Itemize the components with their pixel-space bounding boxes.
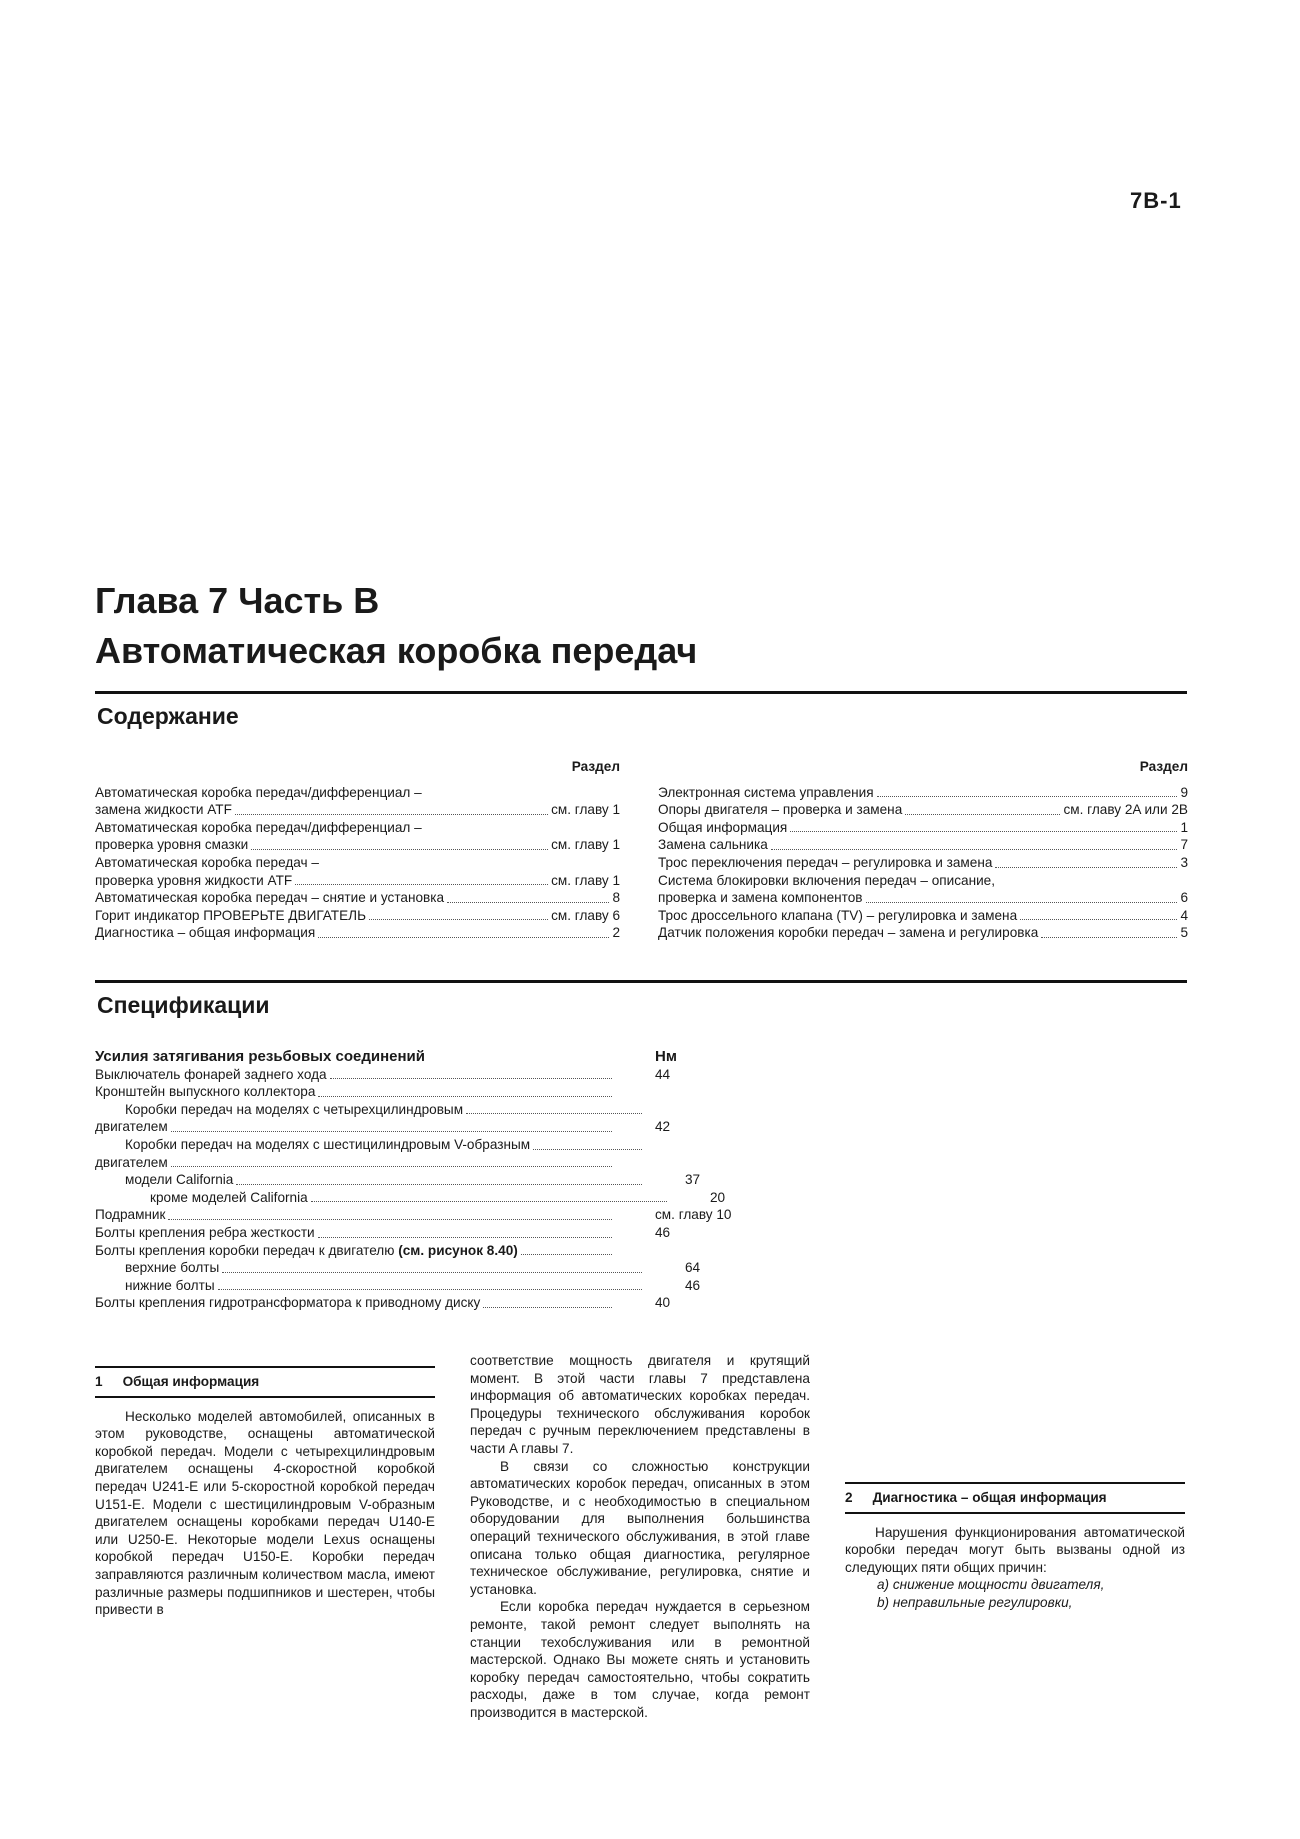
specs-heading: Спецификации [97, 992, 270, 1018]
spec-row [95, 1083, 755, 1101]
toc-entry-text: Замена сальника [658, 837, 768, 853]
toc-entry[interactable] [95, 889, 620, 907]
spec-label: Кронштейн выпускного коллектора [95, 1084, 316, 1100]
spec-row [95, 1259, 755, 1277]
section-2-heading [845, 1482, 1185, 1514]
spec-row [95, 1242, 755, 1260]
toc-entry[interactable] [658, 872, 1188, 907]
toc-entry-page: 1 [1180, 819, 1188, 835]
spec-label: нижние болты [125, 1277, 215, 1293]
toc-entry-text: проверка и замена компонентов [658, 890, 863, 906]
contents-heading: Содержание [97, 703, 239, 729]
body-column-1 [95, 1366, 435, 1619]
section-1-paragraph-3: Если коробка передач нуждается в серьезном ремонте, такой ремонт следует выполнять на станции техобслуживания или в ремонтной мастерской. Однако Вы можете снять и установить коробку передач самостоятельно, чтобы сократить расходы, даже в том случае, когда ремонт производится в мастерской. [470, 1599, 810, 1720]
contents-left-column [95, 758, 620, 942]
toc-entry[interactable] [658, 836, 1188, 854]
toc-entry-cont: Автоматическая коробка передач/дифференциал – [95, 819, 422, 835]
contents-right-column [658, 758, 1188, 942]
toc-entry[interactable] [658, 784, 1188, 802]
spec-row [95, 1136, 755, 1154]
spec-label: Болты крепления коробки передач к двигателю [95, 1242, 395, 1258]
toc-entry-page: 5 [1180, 925, 1188, 941]
specs-table-title: Усилия затягивания резьбовых соединений [95, 1048, 425, 1065]
contents-rule [95, 691, 1187, 694]
specs-table-header [95, 1048, 755, 1066]
toc-entry-page: см. главу 2A или 2B [1063, 802, 1188, 818]
specs-rule [95, 980, 1187, 983]
spec-label: двигателем [95, 1154, 168, 1170]
spec-row [95, 1206, 755, 1224]
spec-label: модели California [125, 1172, 234, 1188]
toc-entry[interactable] [658, 819, 1188, 837]
toc-entry-text: замена жидкости ATF [95, 802, 232, 818]
spec-row [95, 1154, 755, 1172]
section-1-number: 1 [95, 1374, 103, 1389]
section-2-list-item: b) неправильные регулировки, [877, 1594, 1073, 1610]
section-2-number: 2 [845, 1490, 853, 1505]
contents-left-column-header: Раздел [571, 759, 620, 774]
spec-label: Болты крепления гидротрансформатора к приводному диску [95, 1295, 481, 1311]
toc-entry-page: 3 [1180, 854, 1188, 870]
specs-unit: Нм [655, 1048, 677, 1065]
spec-value: 20 [710, 1189, 726, 1205]
toc-entry-page: 2 [612, 925, 620, 941]
toc-entry-text: проверка уровня жидкости ATF [95, 872, 293, 888]
toc-entry-cont: Автоматическая коробка передач – [95, 854, 319, 870]
toc-entry-text: Электронная система управления [658, 784, 874, 800]
spec-value: 64 [685, 1260, 701, 1276]
toc-entry[interactable] [95, 924, 620, 942]
contents-right-column-header: Раздел [1139, 759, 1188, 774]
spec-label: Коробки передач на моделях с шестицилиндровым V-образным [125, 1136, 531, 1152]
chapter-title [95, 576, 697, 676]
spec-value: 44 [655, 1066, 671, 1082]
toc-entry-text: проверка уровня смазки [95, 837, 249, 853]
section-1-title: Общая информация [122, 1374, 260, 1389]
toc-entry[interactable] [95, 819, 620, 854]
section-2-paragraph-1: Нарушения функционирования автоматической коробки передач могут быть вызваны одной из следующих пяти общих причин: [845, 1524, 1185, 1575]
toc-entry-text: Трос переключения передач – регулировка и замена [658, 854, 993, 870]
toc-entry-text: Датчик положения коробки передач – замена и регулировка [658, 925, 1039, 941]
toc-entry-page: см. главу 1 [551, 802, 620, 818]
section-1-paragraph-2: В связи со сложностью конструкции автоматических коробок передач, описанных в этом Руководстве, и с необходимостью в специальном оборудовании для выполнения большинства операций технического обслуживания, в этой главе описана только общая диагностика, регулярное техническое обслуживание, регулировка, снятие и установка. [470, 1458, 810, 1597]
toc-entry-cont: Система блокировки включения передач – описание, [658, 872, 996, 888]
toc-entry-text: Диагностика – общая информация [95, 925, 316, 941]
spec-row [95, 1118, 755, 1136]
toc-entry-page: 6 [1180, 890, 1188, 906]
spec-row [95, 1101, 755, 1119]
toc-entry[interactable] [658, 924, 1188, 942]
spec-value: 42 [655, 1119, 671, 1135]
toc-entry[interactable] [95, 907, 620, 925]
toc-entry-text: Опоры двигателя – проверка и замена [658, 802, 903, 818]
spec-row [95, 1277, 755, 1295]
toc-entry-cont: Автоматическая коробка передач/дифференциал – [95, 784, 422, 800]
specs-table [95, 1048, 755, 1312]
section-2-title: Диагностика – общая информация [872, 1490, 1107, 1505]
toc-entry[interactable] [95, 784, 620, 819]
spec-label: верхние болты [125, 1260, 220, 1276]
toc-entry[interactable] [95, 854, 620, 889]
chapter-title-line2: Автоматическая коробка передач [95, 630, 698, 671]
spec-value: 46 [655, 1224, 671, 1240]
body-column-2 [470, 1352, 810, 1721]
spec-value: 37 [685, 1172, 701, 1188]
toc-entry-page: см. главу 1 [551, 837, 620, 853]
chapter-title-line1: Глава 7 Часть B [95, 580, 380, 621]
toc-entry-text: Автоматическая коробка передач – снятие и установка [95, 890, 445, 906]
toc-entry-text: Трос дроссельного клапана (TV) – регулировка и замена [658, 907, 1018, 923]
toc-entry[interactable] [658, 907, 1188, 925]
spec-row [95, 1189, 755, 1207]
toc-entry-page: 8 [612, 890, 620, 906]
spec-value: 40 [655, 1295, 671, 1311]
spec-value: 46 [685, 1277, 701, 1293]
spec-value: см. главу 10 [655, 1207, 732, 1223]
spec-row [95, 1066, 755, 1084]
spec-label: Подрамник [95, 1207, 166, 1223]
toc-entry-page: см. главу 6 [551, 907, 620, 923]
spec-label: Выключатель фонарей заднего хода [95, 1066, 327, 1082]
toc-entry-page: 7 [1180, 837, 1188, 853]
spec-row [95, 1294, 755, 1312]
section-1-paragraph-1: Несколько моделей автомобилей, описанных в этом руководстве, оснащены автоматической коробкой передач. Модели с четырехцилиндровым двигателем оснащены 4-скоростной коробкой передач U241-E или 5-скоростной коробкой передач U151-E. Модели с шестицилиндровым V-образным двигателем оснащены коробками передач U140-E или U250-E. Некоторые модели Lexus оснащены коробкой передач U150-E. Коробки передач заправляются различным количеством масла, имеют различные размеры подшипников и шестерен, чтобы привести в [95, 1408, 435, 1618]
toc-entry-page: см. главу 1 [551, 872, 620, 888]
toc-entry-text: Горит индикатор ПРОВЕРЬТЕ ДВИГАТЕЛЬ [95, 907, 367, 923]
section-1-paragraph-1-cont: соответствие мощность двигателя и крутящий момент. В этой части главы 7 представлена информация об автоматических коробках передач. Процедуры технического обслуживания коробок передач с ручным переключением представлены в части A главы 7. [470, 1353, 810, 1456]
spec-figure-ref: (см. рисунок 8.40) [398, 1242, 518, 1258]
toc-entry[interactable] [658, 801, 1188, 819]
section-1-heading [95, 1366, 435, 1398]
spec-row [95, 1171, 755, 1189]
spec-label: Коробки передач на моделях с четырехцилиндровым [125, 1101, 464, 1117]
page-number: 7B-1 [1130, 188, 1182, 213]
section-2-list-item: a) снижение мощности двигателя, [877, 1577, 1105, 1593]
body-column-3 [845, 1482, 1185, 1612]
spec-row [95, 1224, 755, 1242]
toc-entry[interactable] [658, 854, 1188, 872]
toc-entry-page: 4 [1180, 907, 1188, 923]
toc-entry-text: Общая информация [658, 819, 788, 835]
spec-label: Болты крепления ребра жесткости [95, 1224, 315, 1240]
spec-label: двигателем [95, 1119, 168, 1135]
spec-label: кроме моделей California [150, 1189, 308, 1205]
toc-entry-page: 9 [1180, 784, 1188, 800]
